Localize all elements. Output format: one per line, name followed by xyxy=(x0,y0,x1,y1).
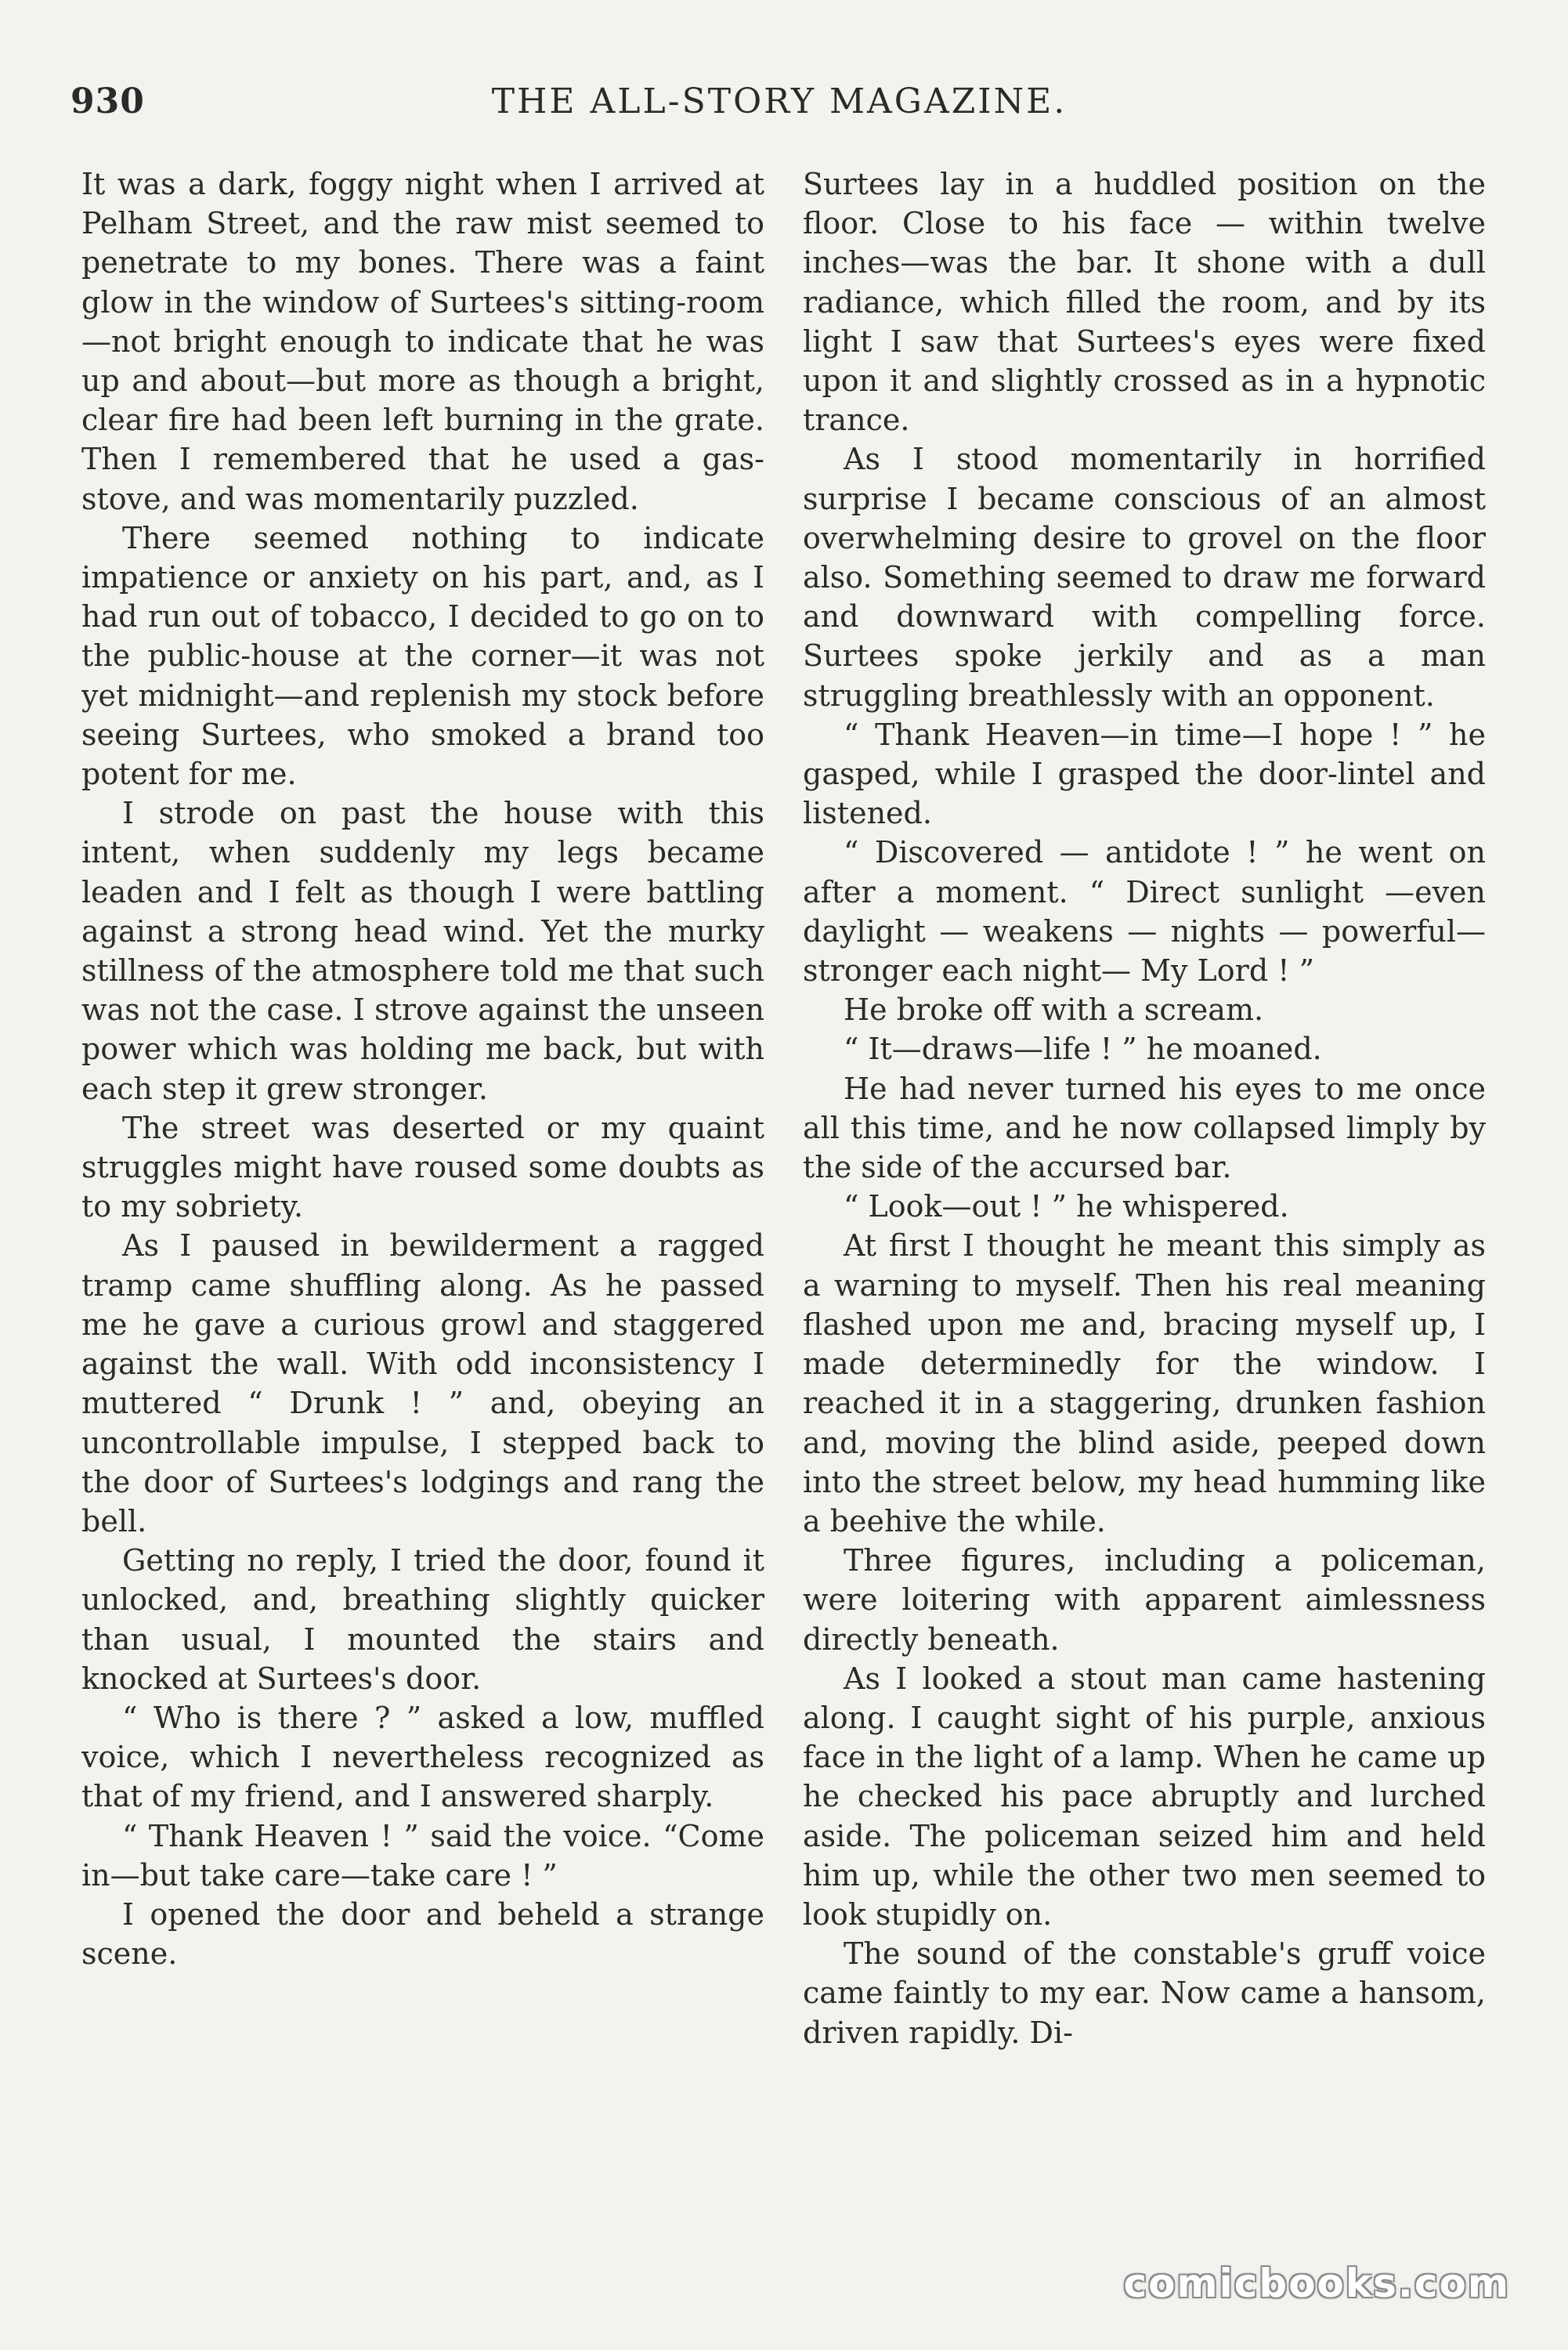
paragraph: Three figures, including a policeman, were loitering with apparent aimlessness directly beneath. xyxy=(803,1543,1486,1657)
paragraph: Getting no reply, I tried the door, found it unlocked, and, breathing slightly quicker than usual, I mounted the stairs and knocked at Surtees's door. xyxy=(81,1543,764,1696)
watermark: comicbooks.com xyxy=(1123,2261,1510,2306)
magazine-title: THE ALL-STORY MAGAZINE. xyxy=(491,81,1068,121)
right-column xyxy=(803,164,1486,2272)
paragraph: “ Who is there ? ” asked a low, muffled voice, which I nevertheless recognized as that of my friend, and I answered sharply. xyxy=(81,1700,764,1814)
paragraph: Surtees lay in a huddled position on the floor. Close to his face — within twelve inches—was the bar. It shone with a dull radiance, which filled the room, and by its light I saw that Surtees's eyes were fixed upon it and slightly crossed as in a hypnotic trance. xyxy=(803,167,1486,438)
paragraph: “ Thank Heaven—in time—I hope ! ” he gasped, while I grasped the door-lintel and listened. xyxy=(803,717,1486,831)
paragraph: “ Discovered — antidote ! ” he went on after a moment. “ Direct sunlight —even daylight — weakens — nights — powerful—stronger each night— My Lord ! ” xyxy=(803,835,1486,989)
paragraph: He had never turned his eyes to me once all this time, and he now collapsed limply by the side of the accursed bar. xyxy=(803,1071,1486,1185)
paragraph: As I looked a stout man came hastening along. I caught sight of his purple, anxious face in the light of a lamp. When he came up he checked his pace abruptly and lurched aside. The policeman seized him and held him up, while the other two men seemed to look stupidly on. xyxy=(803,1661,1486,1932)
paragraph: “ Thank Heaven ! ” said the voice. “Come in—but take care—take care ! ” xyxy=(81,1818,764,1893)
paragraph: I opened the door and beheld a strange scene. xyxy=(81,1896,764,1972)
paragraph: He broke off with a scream. xyxy=(844,992,1264,1028)
page-header xyxy=(70,81,1488,128)
page-number: 930 xyxy=(70,81,145,121)
paragraph: The street was deserted or my quaint struggles might have roused some doubts as to my sobriety. xyxy=(81,1110,764,1224)
paragraph: “ Look—out ! ” he whispered. xyxy=(844,1189,1289,1224)
paragraph: It was a dark, foggy night when I arrived at Pelham Street, and the raw mist seemed to penetrate to my bones. There was a faint glow in the window of Surtees's sitting-room—not bright enough to indicate that he was up and about—but more as though a bright, clear fire had been left burning in the grate. Then I remembered that he used a gas-stove, and was momentarily puzzled. xyxy=(81,167,764,516)
left-column xyxy=(81,164,764,2272)
paragraph: The sound of the constable's gruff voice came faintly to my ear. Now came a hansom, driven rapidly. Di- xyxy=(803,1936,1486,2050)
paragraph: At first I thought he meant this simply as a warning to myself. Then his real meaning flashed upon me and, bracing myself up, I made determinedly for the window. I reached it in a staggering, drunken fashion and, moving the blind aside, peeped down into the street below, my head humming like a beehive the while. xyxy=(803,1228,1486,1538)
paragraph: As I paused in bewilderment a ragged tramp came shuffling along. As he passed me he gave a curious growl and staggered against the wall. With odd inconsistency I muttered “ Drunk ! ” and, obeying an uncontrollable impulse, I stepped back to the door of Surtees's lodgings and rang the bell. xyxy=(81,1228,764,1538)
paragraph: There seemed nothing to indicate impatience or anxiety on his part, and, as I had run out of tobacco, I decided to go on to the public-house at the corner—it was not yet midnight—and replenish my stock before seeing Surtees, who smoked a brand too potent for me. xyxy=(81,520,764,792)
paragraph: “ It—draws—life ! ” he moaned. xyxy=(844,1032,1322,1067)
paragraph: As I stood momentarily in horrified surprise I became conscious of an almost overwhelming desire to grovel on the floor also. Something seemed to draw me forward and downward with compelling force. Surtees spoke jerkily and as a man struggling breathlessly with an opponent. xyxy=(803,442,1486,713)
paragraph: I strode on past the house with this intent, when suddenly my legs became leaden and I felt as though I were battling against a strong head wind. Yet the murky stillness of the atmosphere told me that such was not the case. I strove against the unseen power which was holding me back, but with each step it grew stronger. xyxy=(81,796,764,1106)
